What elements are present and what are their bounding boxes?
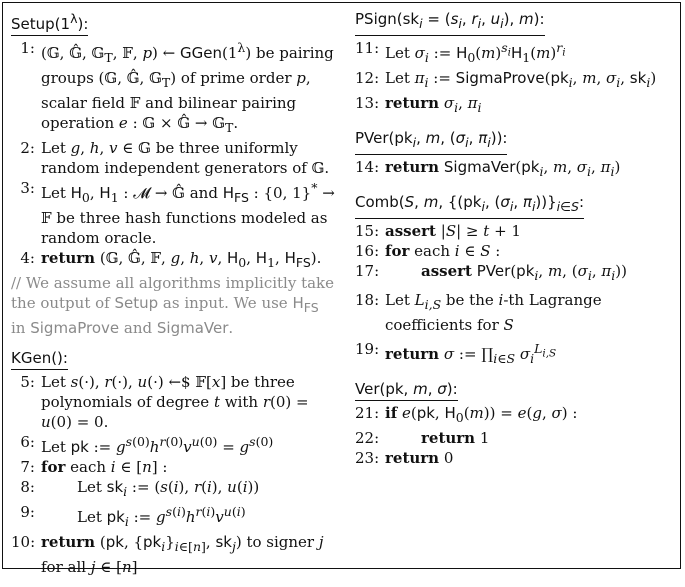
- algorithm-step: [11, 532, 337, 577]
- step-text: return σ := $\prod_{i\in S}$ $\sigma_i^{L_{i,S}}$: [385, 341, 557, 366]
- kgen-procedure: [11, 348, 337, 577]
- step-number: 8:: [20, 478, 35, 496]
- algorithm-step: [355, 221, 677, 241]
- step-text: Let $pk_i$ := $g^{s(i)}h^{r(i)}v^{u(i)}$: [77, 504, 246, 529]
- step-number: 18:: [355, 291, 380, 309]
- algorithm-step: [355, 290, 677, 335]
- step-text: return (pk, $\{pk_i\}_{i\in[n]}$, $sk_j$) to signer j for all j ∈ [n]: [41, 533, 324, 576]
- step-text: Let $sk_i$ := (s(i), r(i), u(i)): [77, 478, 260, 499]
- step-number: 12:: [355, 69, 380, 87]
- step-number: 23:: [355, 449, 380, 467]
- step-text: Let $\sigma_i$ := $H_0(m)^{s_i}H_1(m)^{r_i}$: [385, 40, 566, 65]
- step-text: return $SigmaVer(pk_i$, m, $\sigma_i$, $\pi_i$): [385, 158, 621, 179]
- step-number: 7:: [20, 458, 35, 476]
- algorithm-step: [355, 261, 677, 286]
- algorithm-step: [355, 339, 677, 369]
- step-text: Let pk := $g^{s(0)}h^{r(0)}v^{u(0)} = g^{s(0)}$: [41, 434, 274, 456]
- algorithm-step: [355, 93, 677, 118]
- step-number: 11:: [355, 39, 380, 57]
- step-text: (𝔾, 𝔾̂, 𝔾$_T$, 𝔽, p) ← $GGen(1^\lambda)$ be pairing groups (𝔾, 𝔾̂, 𝔾$_T$) of prime order p, scalar field 𝔽 and bilinear pairing operation e : 𝔾 × 𝔾̂ → 𝔾$_T$.: [41, 40, 334, 135]
- step-number: 3:: [20, 179, 35, 197]
- step-text: for each i ∈ [n] :: [41, 458, 168, 476]
- step-number: 10:: [11, 533, 36, 551]
- algorithm-step: [11, 477, 337, 502]
- step-number: 16:: [355, 242, 380, 260]
- algorithm-step: [11, 138, 337, 178]
- step-text: if e(pk, $H_0(m)) = e(g$, σ) :: [385, 404, 578, 425]
- psign-title: $PSign(sk_i = (s_i$, $r_i$, $u_i$), m):: [355, 9, 545, 36]
- step-text: Let g, h, v ∈ 𝔾 be three uniformly random independent generators of 𝔾.: [41, 139, 330, 177]
- step-number: 14:: [355, 158, 380, 176]
- step-number: 21:: [355, 404, 380, 422]
- step-text: Let $H_0$, $H_1$ : 𝓜 → 𝔾̂ and $H_{FS}$ : {0, 1}* → 𝔽 be three hash functions modeled as random oracle.: [41, 180, 335, 247]
- algorithm-step: [11, 248, 337, 273]
- kgen-title: KGen():: [11, 348, 68, 370]
- algorithm-step: [355, 403, 677, 428]
- step-text: Let $\pi_i$ := $SigmaProve(pk_i$, m, $\sigma_i$, $sk_i$): [385, 69, 657, 90]
- step-number: 6:: [20, 433, 35, 451]
- psign-procedure: [355, 9, 677, 118]
- step-number: 4:: [20, 249, 35, 267]
- algorithm-step: [11, 502, 337, 532]
- comb-title: Comb(S, m, {($pk_i$, ($\sigma_i$, $\pi_i))\}_{i\in S}$:: [355, 192, 584, 219]
- algorithm-step: [11, 372, 337, 432]
- algorithm-step: [355, 38, 677, 68]
- algorithm-step: [355, 157, 677, 182]
- step-number: 5:: [20, 373, 35, 391]
- algorithm-step: [11, 457, 337, 477]
- algorithm-step: [11, 38, 337, 138]
- step-number: 13:: [355, 94, 380, 112]
- algorithm-step: [355, 68, 677, 93]
- algorithm-step: [355, 448, 677, 468]
- ver-title: Ver(pk, m, σ):: [355, 379, 458, 401]
- step-number: 15:: [355, 222, 380, 240]
- step-text: assert $PVer(pk_i$, m, ($\sigma_i$, $\pi_i$)): [421, 262, 627, 283]
- algorithm-step: [355, 428, 677, 448]
- comment-text: // We assume all algorithms implicitly take the output of Setup as input. We use $H_{FS}$ in SigmaProve and SigmaVer.: [11, 274, 335, 337]
- right-column: [355, 9, 677, 478]
- setup-procedure: [11, 9, 337, 338]
- left-column: [11, 9, 337, 587]
- algorithm-step: [355, 241, 677, 261]
- step-text: return 1: [421, 429, 490, 447]
- step-text: assert |S| ≥ t + 1: [385, 222, 521, 240]
- step-text: return (𝔾, 𝔾̂, 𝔽, g, h, v, $H_0$, $H_1$, $H_{FS}$).: [41, 249, 322, 270]
- step-number: 19:: [355, 340, 380, 358]
- ver-procedure: [355, 379, 677, 468]
- comb-procedure: [355, 192, 677, 369]
- pver-procedure: [355, 128, 677, 182]
- algorithm-step: [11, 432, 337, 457]
- step-text: Let $L_{i,S}$ be the i-th Lagrange coefficients for S: [385, 291, 602, 334]
- step-number: 2:: [20, 139, 35, 157]
- step-text: for each i ∈ S :: [385, 242, 501, 260]
- pver-title: $PVer(pk_i$, m, ($\sigma_i$, $\pi_i$)):: [355, 128, 507, 155]
- setup-title: $Setup(1^\lambda)$:: [11, 9, 88, 36]
- step-text: return 0: [385, 449, 454, 467]
- step-number: 9:: [20, 503, 35, 521]
- step-number: 22:: [355, 429, 380, 447]
- algorithm-figure: [2, 2, 681, 576]
- step-number: 1:: [20, 39, 35, 57]
- algorithm-step: [11, 178, 337, 248]
- step-text: return $\sigma_i$, $\pi_i$: [385, 94, 482, 115]
- step-number: 17:: [355, 262, 380, 280]
- step-text: Let s(·), r(·), u(·) ←$ 𝔽[x] be three polynomials of degree t with r(0) = u(0) = 0.: [41, 373, 309, 431]
